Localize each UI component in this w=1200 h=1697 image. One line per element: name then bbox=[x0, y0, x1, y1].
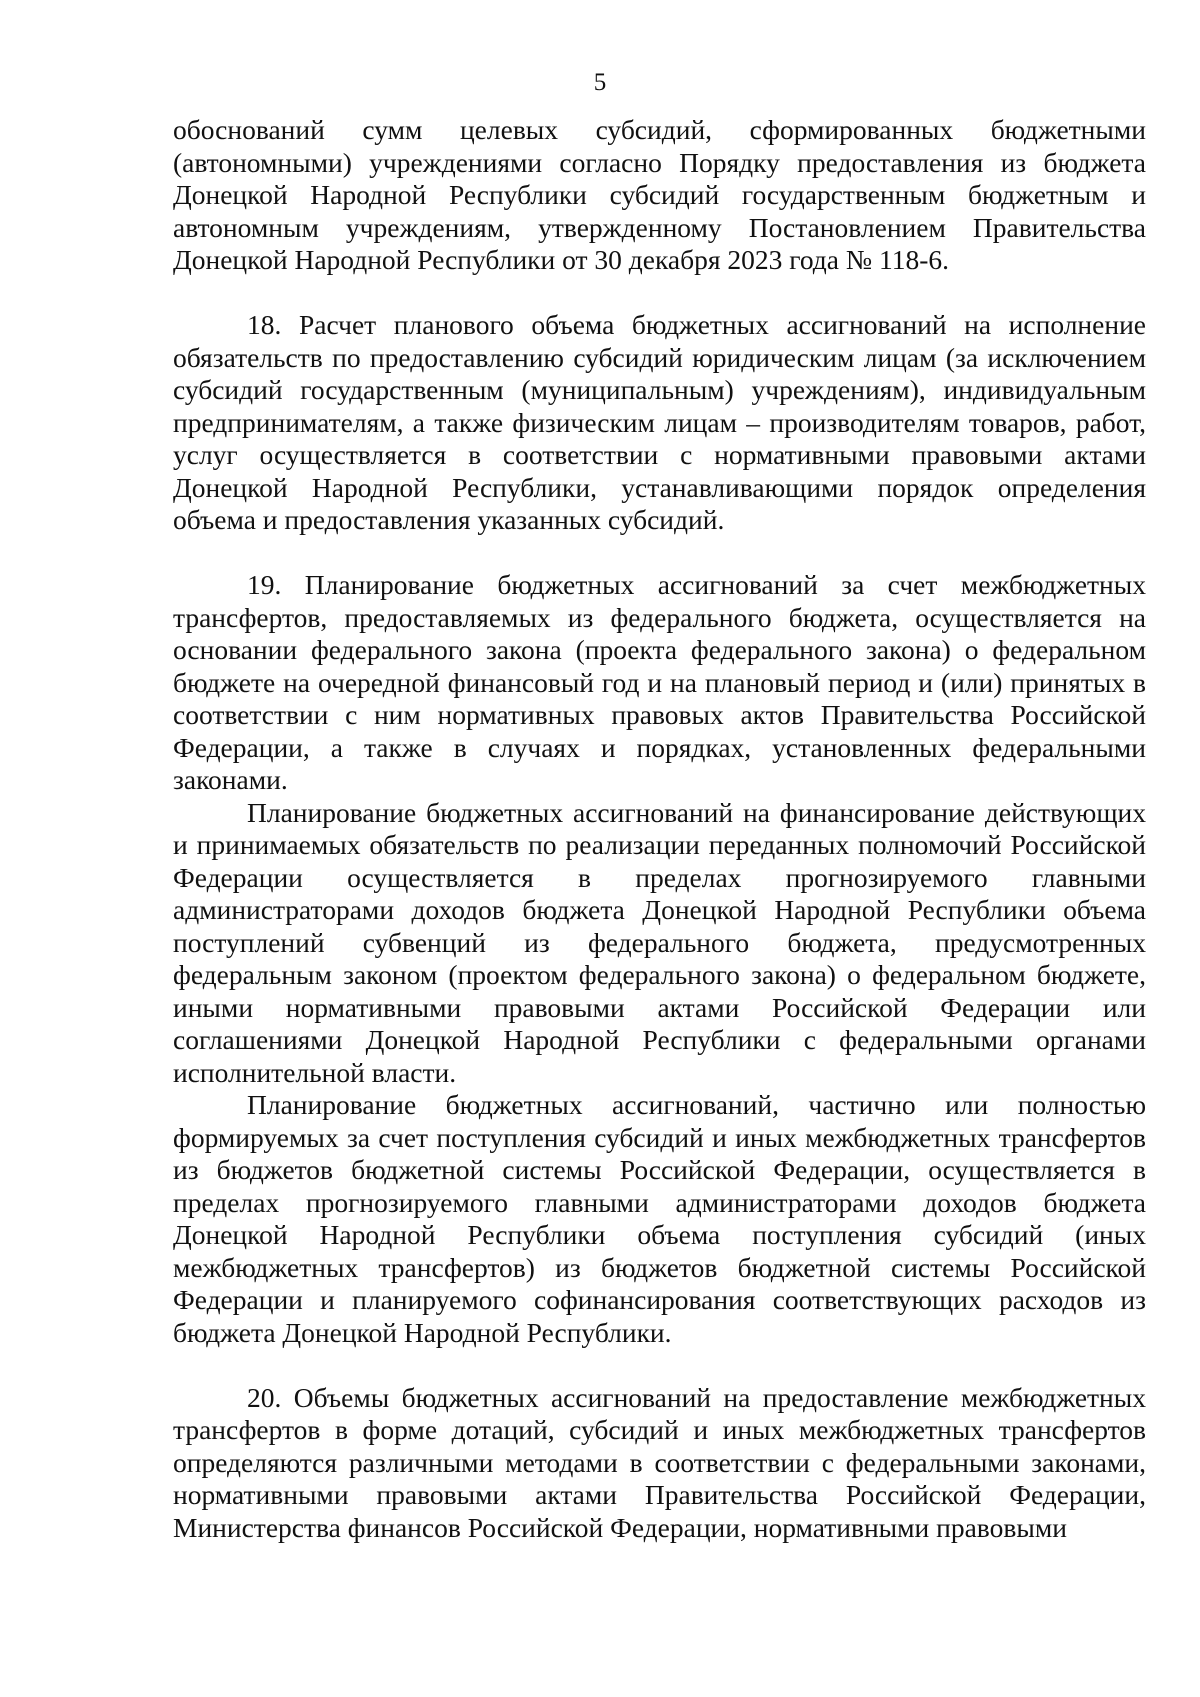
document-body bbox=[173, 114, 1146, 1544]
paragraph-item-18: 18. Расчет планового объема бюджетных ассигнований на исполнение обязательств по предоставлению субсидий юридическим лицам (за исключением субсидий государственным (муниципальным) учреждениям), индивидуальным предпринимателям, а также физическим лицам – производителям товаров, работ, услуг осуществляется в соответствии с нормативными правовыми актами Донецкой Народной Республики, устанавливающими порядок определения объема и предоставления указанных субсидий. bbox=[173, 309, 1146, 535]
paragraph-item-19: 19. Планирование бюджетных ассигнований за счет межбюджетных трансфертов, предоставляемых из федерального бюджета, осуществляется на основании федерального закона (проекта федерального закона) о федеральном бюджете на очередной финансовый год и на плановый период и (или) принятых в соответствии с ним нормативных правовых актов Правительства Российской Федерации, а также в случаях и порядках, установленных федеральными законами. bbox=[173, 569, 1146, 795]
paragraph-continuation: обоснований сумм целевых субсидий, сформированных бюджетными (автономными) учреждениями согласно Порядку предоставления из бюджета Донецкой Народной Республики субсидий государственным бюджетным и автономным учреждениям, утвержденному Постановлением Правительства Донецкой Народной Республики от 30 декабря 2023 года № 118-6. bbox=[173, 114, 1146, 275]
page-number: 5 bbox=[593, 69, 607, 96]
paragraph-item-20: 20. Объемы бюджетных ассигнований на предоставление межбюджетных трансфертов в форме дотаций, субсидий и иных межбюджетных трансфертов определяются различными методами в соответствии с федеральными законами, нормативными правовыми актами Правительства Российской Федерации, Министерства финансов Российской Федерации, нормативными правовыми bbox=[173, 1381, 1146, 1543]
paragraph-item-19-part-3: Планирование бюджетных ассигнований, частично или полностью формируемых за счет поступления субсидий и иных межбюджетных трансфертов из бюджетов бюджетной системы Российской Федерации, осуществляется в пределах прогнозируемого главными администраторами доходов бюджета Донецкой Народной Республики объема поступления субсидий (иных межбюджетных трансфертов) из бюджетов бюджетной системы Российской Федерации и планируемого софинансирования соответствующих расходов из бюджета Донецкой Народной Республики. bbox=[173, 1089, 1146, 1348]
paragraph-item-19-part-2: Планирование бюджетных ассигнований на финансирование действующих и принимаемых обязательств по реализации переданных полномочий Российской Федерации осуществляется в пределах прогнозируемого главными администраторами доходов бюджета Донецкой Народной Республики объема поступлений субвенций из федерального бюджета, предусмотренных федеральным законом (проектом федерального закона) о федеральном бюджете, иными нормативными правовыми актами Российской Федерации или соглашениями Донецкой Народной Республики с федеральными органами исполнительной власти. bbox=[173, 796, 1146, 1088]
